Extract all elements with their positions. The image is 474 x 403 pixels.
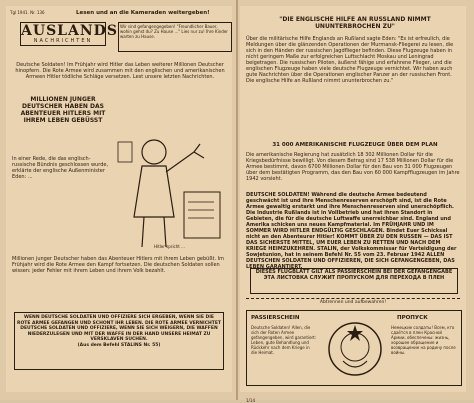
safe-conduct-text: DIESES FLUGBLATT GILT ALS PASSIERSCHEIN BEI DER GEFANGENGABE ЭТА ЛИСТОВКА СЛУЖИТ ПРОПУСКОМ ДЛЯ ПЕРЕХОДА В ПЛЕН (255, 269, 453, 281)
right-page (240, 6, 466, 403)
issue-number: Tgl 1941. Nr. 136 (10, 10, 45, 15)
soviet-emblem-icon (323, 317, 387, 381)
right-subheadline: 31 000 AMERIKANISCHE FLUGZEUGE ÜBER DEM PLAN (272, 142, 438, 148)
article-body-2: Millionen junger Deutscher haben das Abenteuer Hitlers mit ihrem Leben gebüßt. Im Frühjahr wird die Rote Armee den Kampf fortsetzen. Die deutschen Soldaten sollen wissen: jeder Fehler mit ihrem Leben und ihrem Volk bezahlt. (12, 256, 224, 274)
article-body-1: In einer Rede, die das englisch-russische Bündnis geschlossen wurde, erklärte der englische Außenminister Eden: ... (12, 156, 109, 180)
cut-label: Abtrennen und aufbewahren! (319, 300, 387, 305)
cut-line[interactable] (246, 298, 460, 307)
stalin-order-text: WENN DEUTSCHE SOLDATEN UND OFFIZIERE SICH ERGEBEN, WENN SIE DIE ROTE ARMEE GEFANGEN UND SCHONT IHR LEBEN. DIE ROTE ARMEE VERNICHTET DEUTSCHE SOLDATEN UND OFFIZIERE, WENN SIE SICH WEIGERN, DIE WAFFEN NIEDERZULEGEN UND MIT DER WAFFE IN DER HAND UNSERE HEIMAT ZU VERSKLAVEN SUCHEN. (Aus dem Befehl STALINS Nr. 55) (17, 315, 221, 348)
card-title-russian: ПРОПУСК (397, 315, 428, 321)
right-body-2: Die amerikanische Regierung hat zusätzlich 18 302 Millionen Dollar für die Kriegsbedürfnisse bewilligt. Von diesem Betrag sind 17 538 Millionen Dollar für die Armee bestimmt, davon 6700 Millionen Dollar für den Bau von 31 000 Flugzeugen über dem bestätigten Programm, das den Bau von 60 000 Kampfflugzeugen im Jahre 1942 vorsieht. (246, 152, 460, 182)
intro-text: Deutsche Soldaten! Im Frühjahr wird Hitler das Leben weiterer Millionen Deutscher hinopfern. Die Rote Armee wird zusammen mit den englischen und amerikanischen Armeen Hitler tödliche Schläge versetzen. Lest unsere letzten Nachrichten. (15, 62, 225, 80)
right-body-3: DEUTSCHE SOLDATEN! Während die deutsche Armee bedeutend geschwächt ist und ihre Menschenreserven erschöpft sind, ist die Rote Armee gewaltig erstarkt und ihre Menschenreserven sind unerschöpflich. Die Industrie Rußlands ist in Vollbetrieb und hat ihren Standort in Gebieten, die für die deutsche Luftwaffe unerreichbar sind. England und Amerika schicken uns neues Kampfmaterial. Im FRÜHJAHR UND IM SOMMER WIRD HITLER ENDGÜLTIG GESCHLAGEN. Bindet Euer Schicksal nicht an den Abenteurer Hitler! KOMMT ÜBER ZU DEN RUSSEN — DAS IST DAS SICHERSTE MITTEL, UM EUER LEBEN ZU RETTEN UND NACH DEM KRIEGE HEIMZUKEHREN. STALIN, der Volkskommissar für Verteidigung der Sowjetunion, hat in seinem Befehl Nr. 55 vom 23. Februar 1942 ALLEN DEUTSCHEN SOLDATEN UND OFFIZIEREN, DIE SICH GEFANGENGEBEN, DAS LEBEN GARANTIERT. (246, 192, 457, 270)
right-body-1: Über die militärische Hilfe Englands an Rußland sagte Eden: "Es ist erfreulich, die Meldungen über die glänzenden Operationen der Murmansk-Fliegerei zu lesen, die sich in den Händen der russischen Jagdflieger befinden. Diese Flugzeuge haben in nicht geringem Maße zur erfolgreichen Luftschlacht Moskau und Leningrad beigetragen. Die russischen Piloten, äußerst fähige und erfahrene Flieger, und die englischen Flugzeuge haben viele deutsche Flugzeuge vernichtet. Wir haben auch gute Nachrichten über die Operationen englischer Panzer an der russischen Front. Die englische Hilfe an Rußland nimmt ununterbrochen zu." (246, 36, 454, 84)
print-code: 1/14 (246, 398, 255, 403)
article-headline: MILLIONEN JUNGER DEUTSCHER HABEN DAS ABENTEUER HITLERS MIT IHREM LEBEN GEBÜSST (20, 96, 106, 124)
fold-line (236, 0, 238, 400)
masthead-title: AUSLANDS (21, 23, 118, 39)
right-headline: "DIE ENGLISCHE HILFE AN RUSSLAND NIMMT UNUNTERBROCHEN ZU" (279, 16, 431, 30)
masthead-subtitle: NACHRICHTEN (33, 38, 93, 44)
read-and-pass-on: Lesen und an die Kameraden weitergeben! (76, 10, 210, 16)
card-text-german: Deutsche Soldaten! Allen, die sich der Roten Armee gefangengeben, wird garantiert: Leben, gute Behandlung und Rückkehr nach dem Kriege in die Heimat. (251, 325, 317, 355)
illustration-caption: Hitler spricht ... (154, 244, 185, 249)
card-title-german: PASSIERSCHEIN (251, 315, 300, 321)
cartoon-illustration (114, 122, 226, 252)
left-page (6, 6, 232, 392)
card-text-russian: Немецкие солдаты! Всем, кто сдаётся в плен Красной Армии, обеспечены: жизнь, хорошее обращение и возвращение на родину после войны. (391, 325, 456, 355)
passierschein-card (246, 310, 462, 386)
masthead (20, 22, 118, 46)
stalin-order-box (14, 312, 224, 370)
quote-box: Wir sind gefangengegeben! "Freundlicher Bauer, wohin gehst du? Zu Hause ..." Lies nur zu! Ihre Kinder warten zu Hause. (118, 22, 232, 52)
safe-conduct-note (250, 268, 458, 294)
